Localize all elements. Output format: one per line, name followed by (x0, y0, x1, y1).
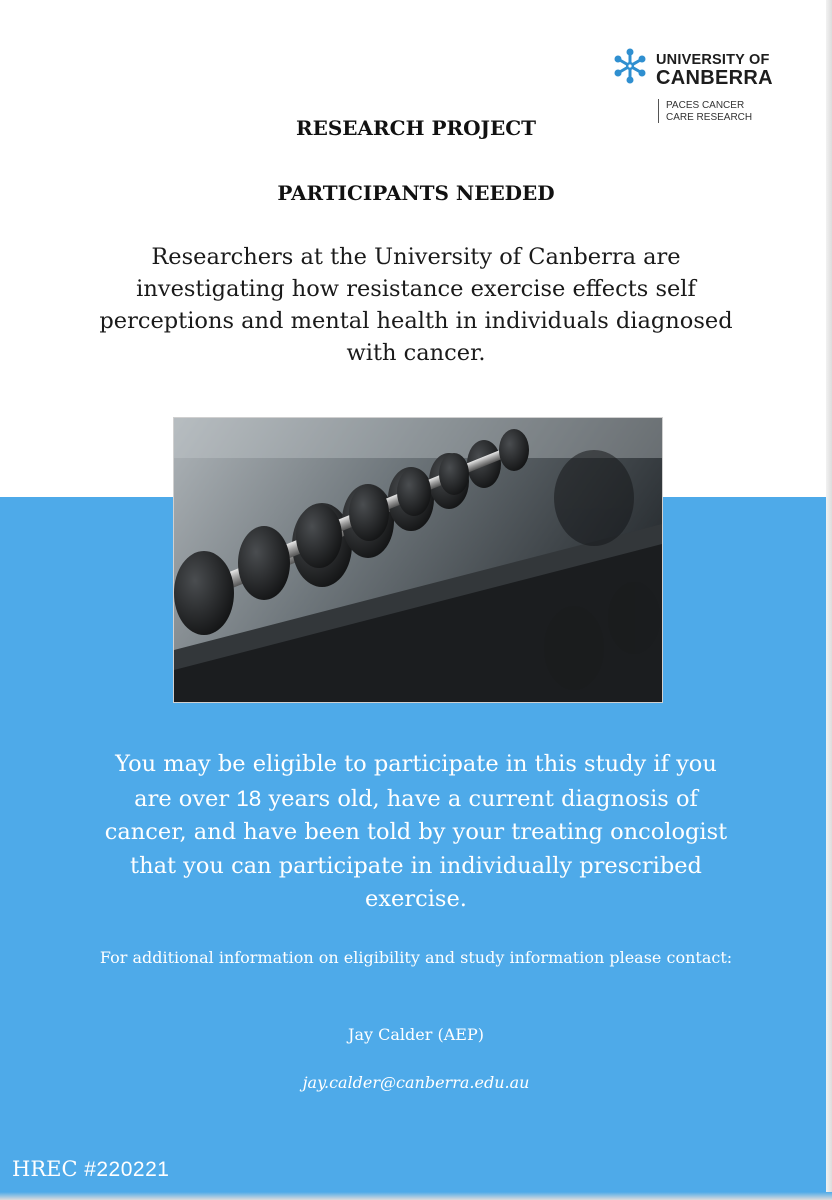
eligibility-text-2: years old, have a current diagnosis of cancer, and have been told by your treating oncologist that you can participate in individually prescribed exercise. (104, 785, 728, 912)
snowflake-molecule-icon (612, 48, 648, 84)
page-edge-shadow (826, 0, 832, 1200)
heading-research-project: RESEARCH PROJECT (295, 116, 537, 140)
logo-university-of: UNIVERSITY OF (656, 52, 770, 68)
hrec-value: #220221 (84, 1158, 170, 1181)
dumbbell-rack-photo (173, 417, 663, 703)
contact-name: Jay Calder (AEP) (348, 1025, 484, 1044)
logo-sub-line2: CARE RESEARCH (666, 112, 753, 123)
hrec-label: HREC (12, 1157, 85, 1181)
logo-sub-line1: PACES CANCER (666, 100, 745, 111)
logo-canberra: CANBERRA (656, 67, 773, 89)
page-bottom-shadow (0, 1192, 832, 1200)
hrec-number (12, 1157, 169, 1182)
heading-participants-needed: PARTICIPANTS NEEDED (277, 181, 555, 205)
eligibility-text-1: You may be eligible to participate in this study if you are over (115, 751, 717, 812)
dumbbell-illustration (174, 418, 662, 702)
contact-note: For additional information on eligibility and study information please contact: (99, 948, 733, 967)
contact-email-link[interactable]: jay.calder@canberra.edu.au (302, 1073, 530, 1092)
university-logo (612, 44, 792, 126)
intro-paragraph: Researchers at the University of Canberra are investigating how resistance exercise effects self perceptions and mental health in individuals diagnosed with cancer. (99, 244, 733, 366)
eligibility-age: 18 (236, 785, 262, 811)
eligibility-paragraph (96, 748, 736, 917)
